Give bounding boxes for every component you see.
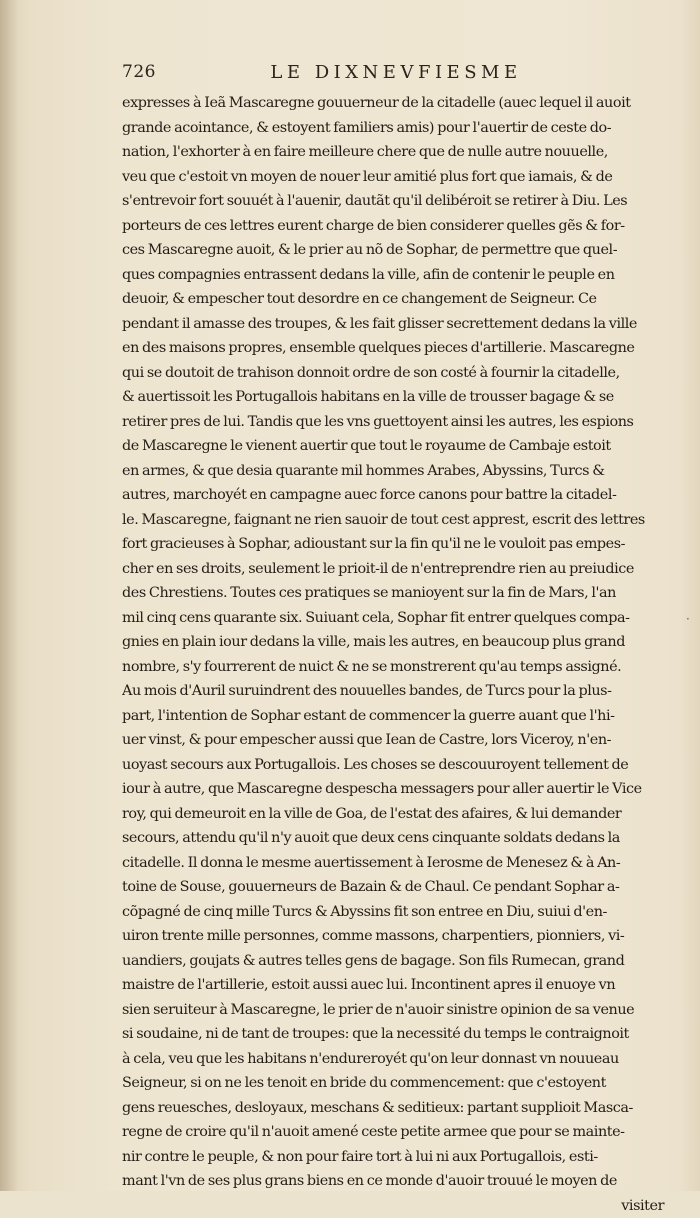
margin-mark: · — [686, 612, 690, 626]
text-line: veu que c'estoit vn moyen de nouer leur amitié plus fort que iamais, & de — [122, 165, 670, 190]
text-line: porteurs de ces lettres eurent charge de bien considerer quelles gẽs & for- — [122, 214, 670, 239]
text-line: maistre de l'artillerie, estoit aussi auec lui. Incontinent apres il enuoye vn — [122, 973, 670, 998]
text-line: sien seruiteur à Mascaregne, le prier de n'auoir sinistre opinion de sa venue — [122, 998, 670, 1023]
text-line: uer vinst, & pour empescher aussi que Iean de Castre, lors Viceroy, n'en- — [122, 728, 670, 753]
catchword: visiter — [122, 1194, 670, 1218]
text-line: uiron trente mille personnes, comme massons, charpentiers, pionniers, vi- — [122, 924, 670, 949]
text-line: uoyast secours aux Portugallois. Les choses se descouuroyent tellement de — [122, 753, 670, 778]
text-line: toine de Souse, gouuerneurs de Bazain & de Chaul. Ce pendant Sophar a- — [122, 875, 670, 900]
page-number: 726 — [122, 62, 156, 82]
text-line: nation, l'exhorter à en faire meilleure chere que de nulle autre nouuelle, — [122, 140, 670, 165]
running-head: LE DIXNEVFIESME — [122, 62, 670, 83]
text-line: le. Mascaregne, faignant ne rien sauoir de tout cest apprest, escrit des lettres — [122, 508, 670, 533]
text-line: mant l'vn de ses plus grans biens en ce monde d'auoir trouué le moyen de — [122, 1169, 670, 1194]
text-line: de Mascaregne le vienent auertir que tout le royaume de Cambaje estoit — [122, 434, 670, 459]
text-line: secours, attendu qu'il n'y auoit que deux cens cinquante soldats dedans la — [122, 826, 670, 851]
text-line: s'entrevoir fort souuét à l'auenir, dautãt qu'il delibéroit se retirer à Diu. Les — [122, 189, 670, 214]
text-line: Au mois d'Auril suruindrent des nouuelles bandes, de Turcs pour la plus- — [122, 679, 670, 704]
text-line: regne de croire qu'il n'auoit amené ceste petite armee que pour se mainte- — [122, 1120, 670, 1145]
text-line: si soudaine, ni de tant de troupes: que la necessité du temps le contraignoit — [122, 1022, 670, 1047]
text-line: à cela, veu que les habitans n'endureroyét qu'on leur donnast vn nouueau — [122, 1047, 670, 1072]
text-line: part, l'intention de Sophar estant de commencer la guerre auant que l'hi- — [122, 704, 670, 729]
text-line: des Chrestiens. Toutes ces pratiques se manioyent sur la fin de Mars, l'an — [122, 581, 670, 606]
text-line: nombre, s'y fourrerent de nuict & ne se monstrerent qu'au temps assigné. — [122, 655, 670, 680]
text-line: citadelle. Il donna le mesme auertissement à Ierosme de Menesez & à An- — [122, 851, 670, 876]
text-line: gnies en plain iour dedans la ville, mais les autres, en beaucoup plus grand — [122, 630, 670, 655]
text-line: grande acointance, & estoyent familiers amis) pour l'auertir de ceste do- — [122, 116, 670, 141]
page-gutter-shadow — [0, 0, 18, 1191]
text-line: en armes, & que desia quarante mil hommes Arabes, Abyssins, Turcs & — [122, 459, 670, 484]
text-line: gens reuesches, desloyaux, meschans & seditieux: partant supplioit Masca- — [122, 1096, 670, 1121]
text-line: en des maisons propres, ensemble quelques pieces d'artillerie. Mascaregne — [122, 336, 670, 361]
text-line: roy, qui demeuroit en la ville de Goa, de l'estat des afaires, & lui demander — [122, 802, 670, 827]
text-line: qui se doutoit de trahison donnoit ordre de son costé à fournir la citadelle, — [122, 361, 670, 386]
text-line: nir contre le peuple, & non pour faire tort à lui ni aux Portugallois, esti- — [122, 1145, 670, 1170]
text-line: cher en ses droits, seulement le prioit-il de n'entreprendre rien au preiudice — [122, 557, 670, 582]
text-line: pendant il amasse des troupes, & les fait glisser secrettement dedans la ville — [122, 312, 670, 337]
text-line: uandiers, goujats & autres telles gens de bagage. Son fils Rumecan, grand — [122, 949, 670, 974]
text-line: ques compagnies entrassent dedans la ville, afin de contenir le peuple en — [122, 263, 670, 288]
text-line: cõpagné de cinq mille Turcs & Abyssins fit son entree en Diu, suiui d'en- — [122, 900, 670, 925]
body-text — [122, 91, 670, 1218]
text-line: & auertissoit les Portugallois habitans en la ville de trousser bagage & se — [122, 385, 670, 410]
text-line: iour à autre, que Mascaregne despescha messagers pour aller auertir le Vice — [122, 777, 670, 802]
text-line: autres, marchoyét en campagne auec force canons pour battre la citadel- — [122, 483, 670, 508]
text-line: expresses à Ieã Mascaregne gouuerneur de la citadelle (auec lequel il auoit — [122, 91, 670, 116]
text-line: deuoir, & empescher tout desordre en ce changement de Seigneur. Ce — [122, 287, 670, 312]
text-line: retirer pres de lui. Tandis que les vns guettoyent ainsi les autres, les espions — [122, 410, 670, 435]
text-line: mil cinq cens quarante six. Suiuant cela, Sophar fit entrer quelques compa- — [122, 606, 670, 631]
text-line: fort gracieuses à Sophar, adioustant sur la fin qu'il ne le vouloit pas empes- — [122, 532, 670, 557]
text-line: ces Mascaregne auoit, & le prier au nõ de Sophar, de permettre que quel- — [122, 238, 670, 263]
page-header — [122, 62, 670, 88]
text-line: Seigneur, si on ne les tenoit en bride du commencement: que c'estoyent — [122, 1071, 670, 1096]
